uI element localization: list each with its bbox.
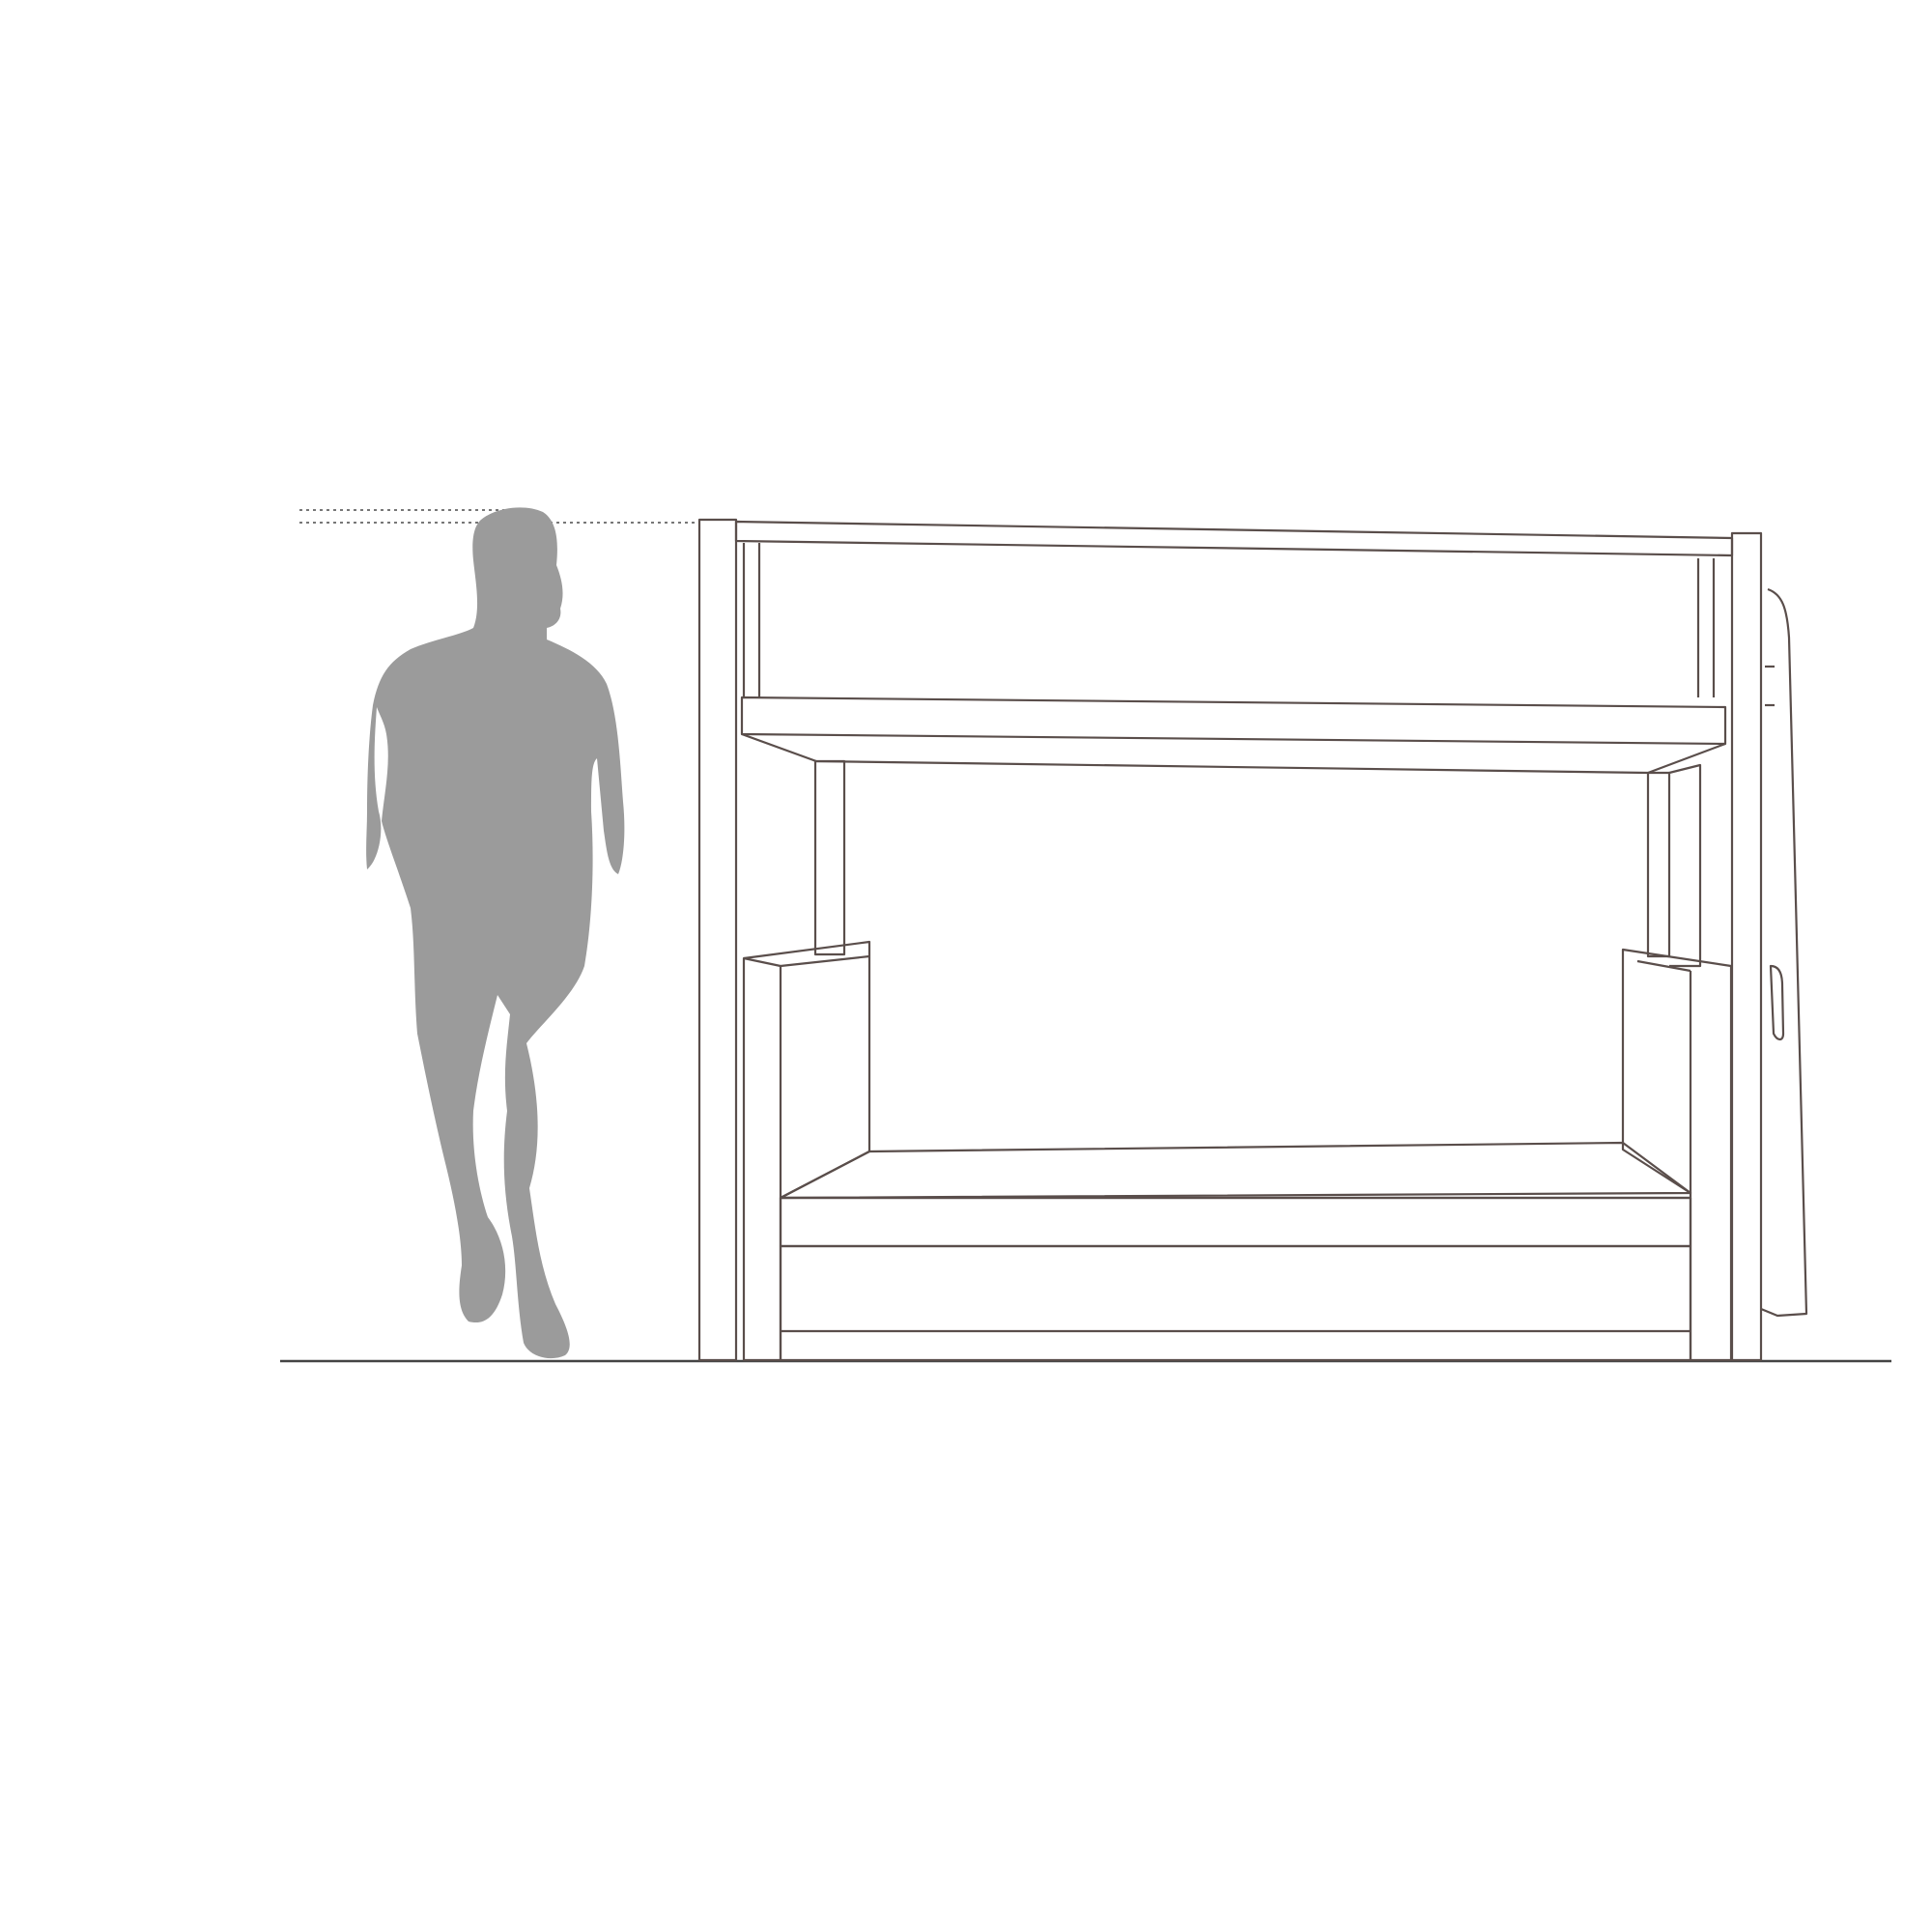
bunk-bed [699, 520, 1806, 1360]
person-silhouette [366, 507, 624, 1358]
